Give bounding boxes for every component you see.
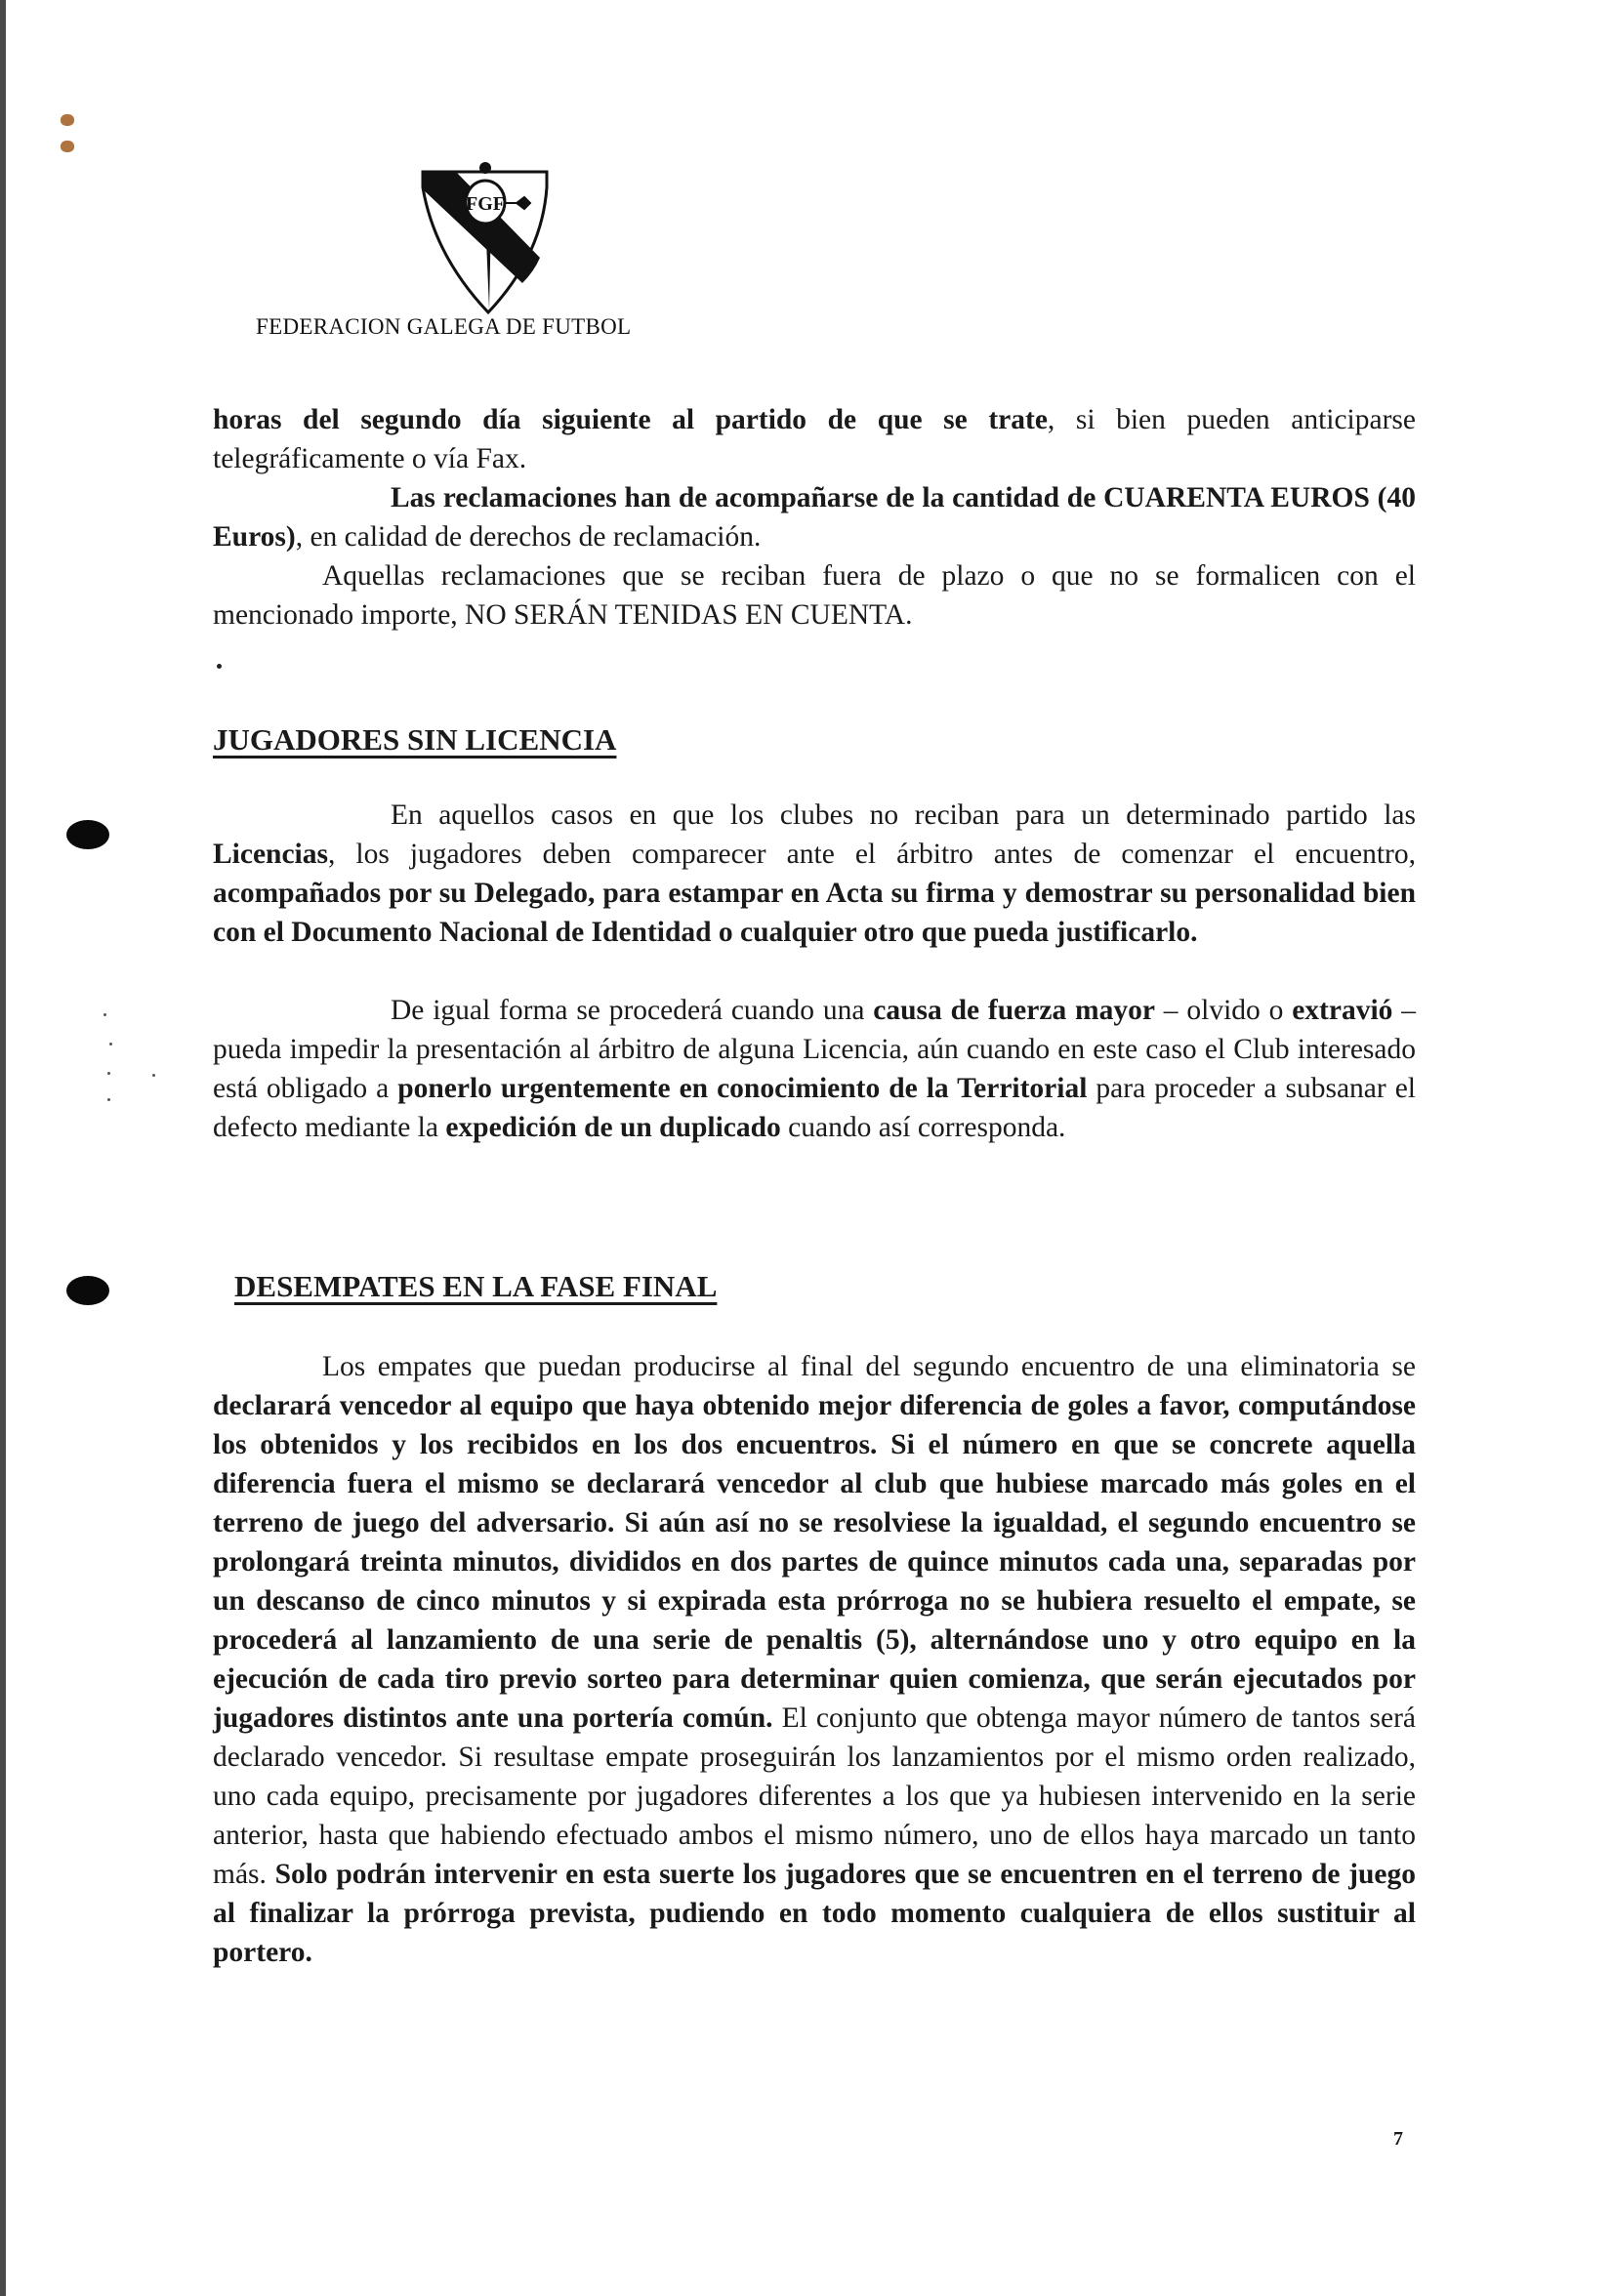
punch-hole bbox=[66, 820, 109, 849]
section-heading: DESEMPATES EN LA FASE FINAL bbox=[234, 1269, 718, 1303]
org-name: FEDERACION GALEGA DE FUTBOL bbox=[256, 314, 632, 339]
section2-text bbox=[213, 1347, 1416, 1972]
punch-hole bbox=[66, 1276, 109, 1305]
scan-speck bbox=[103, 1013, 106, 1016]
paragraph: Las reclamaciones han de acompañarse de la cantidad de CUARENTA EUROS (40 Euros), en calidad de derechos de reclamación. bbox=[213, 482, 1416, 553]
paragraph: En aquellos casos en que los clubes no reciban para un determinado partido las Licencias, los jugadores deben comparecer ante el árbitro antes de comenzar el encuentro, acompañados por su Delegado, para estampar en Acta su firma y demostrar su personalidad bien con el Documento Nacional de Identidad o cualquier otro que pueda justificarlo. bbox=[213, 800, 1416, 948]
section1-text bbox=[213, 796, 1416, 1147]
section-heading: JUGADORES SIN LICENCIA bbox=[213, 722, 617, 757]
scan-speck bbox=[107, 1072, 110, 1075]
page-number: 7 bbox=[1393, 2128, 1403, 2150]
paragraph: Los empates que puedan producirse al final del segundo encuentro de una eliminatoria se declarará vencedor al equipo que haya obtenido mejor diferencia de goles a favor, computándose los obtenidos y los recibidos en los dos encuentros. Si el número en que se concrete aquella diferencia fuera el mismo se declarará vencedor al club que hubiese marcado más goles en el terreno de juego del adversario. Si aún así no se resolviese la igualdad, el segundo encuentro se prolongará treinta minutos, divididos en dos partes de quince minutos cada una, separadas por un descanso de cinco minutos y si expirada esta prórroga no se hubiera resuelto el empate, se procederá al lanzamiento de una serie de penaltis (5), alternándose uno y otro equipo en la ejecución de cada tiro previo sorteo para determinar quien comienza, que serán ejecutados por jugadores distintos ante una portería común. El conjunto que obtenga mayor número de tantos será declarado vencedor. Si resultase empate proseguirán los lanzamientos por el mismo orden realizado, uno cada equipo, precisamente por jugadores diferentes a los que ya hubiesen intervenido en la serie anterior, hasta que habiendo efectuado ambos el mismo número, uno de ellos haya marcado un tanto más. Solo podrán intervenir en esta suerte los jugadores que se encuentren en el terreno de juego al finalizar la prórroga prevista, pudiendo en todo momento cualquiera de ellos sustituir al portero. bbox=[213, 1351, 1416, 1968]
fgf-shield-logo-icon bbox=[415, 148, 561, 314]
staple-mark bbox=[61, 114, 74, 126]
svg-text:FGF: FGF bbox=[466, 193, 505, 215]
paragraph: horas del segundo día siguiente al partido de que se trate, si bien pueden anticiparse telegráficamente o vía Fax. bbox=[213, 404, 1416, 474]
continuation-text bbox=[213, 400, 1416, 635]
scan-speck bbox=[152, 1074, 155, 1077]
paragraph: De igual forma se procederá cuando una causa de fuerza mayor – olvido o extravió – pueda impedir la presentación al árbitro de alguna Licencia, aún cuando en este caso el Club interesado está obligado a ponerlo urgentemente en conocimiento de la Territorial para proceder a subsanar el defecto mediante la expedición de un duplicado cuando así corresponda. bbox=[213, 995, 1416, 1143]
scan-left-edge bbox=[0, 0, 6, 2296]
stray-dot bbox=[217, 664, 222, 669]
paragraph: Aquellas reclamaciones que se reciban fuera de plazo o que no se formalicen con el mencionado importe, NO SERÁN TENIDAS EN CUENTA. bbox=[213, 560, 1416, 631]
staple-mark bbox=[61, 141, 74, 152]
scan-speck bbox=[107, 1098, 110, 1101]
scan-speck bbox=[109, 1043, 112, 1046]
